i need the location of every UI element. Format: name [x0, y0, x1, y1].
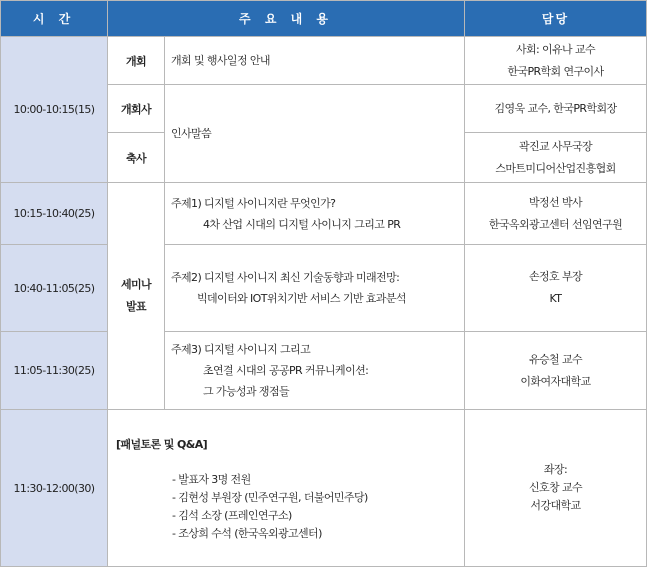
talk-subtitle: 4차 산업 시대의 디지털 사이니지 그리고 PR	[203, 217, 401, 231]
list-item: - 발표자 3명 전원	[172, 472, 251, 486]
table-row	[1, 37, 647, 85]
category-opening: 개회	[108, 37, 165, 85]
owner-panel	[465, 410, 647, 567]
owner-opening-address: 김영욱 교수, 한국PR학회장	[465, 85, 647, 133]
header-content: 주 요 내 용	[108, 1, 465, 37]
seminar-label: 세미나 발표	[120, 278, 152, 313]
talk-title: 주제3) 디지털 사이니지 그리고	[171, 343, 311, 356]
time-cell-talk1: 10:15-10:40(25)	[1, 183, 108, 245]
owner-line: 이화여자대학교	[520, 374, 591, 388]
content-opening: 개회 및 행사일정 안내	[165, 37, 465, 85]
table-row	[1, 183, 647, 245]
time-cell-panel: 11:30-12:00(30)	[1, 410, 108, 567]
owner-line: 사회: 이유나 교수	[515, 42, 596, 56]
owner-congrats	[465, 133, 647, 183]
talk-subtitle: 그 가능성과 쟁점들	[203, 385, 290, 398]
talk-subtitle: 초연결 시대의 공공PR 커뮤니케이션:	[203, 364, 369, 377]
content-greetings: 인사말씀	[165, 85, 465, 183]
owner-line: 스마트미디어산업진흥협회	[495, 161, 616, 175]
owner-talk2	[465, 245, 647, 332]
list-item: - 김현성 부원장 (민주연구원, 더불어민주당)	[172, 490, 368, 504]
time-cell-opening: 10:00-10:15(15)	[1, 37, 108, 183]
owner-line: 곽진교 사무국장	[518, 139, 593, 153]
owner-talk1	[465, 183, 647, 245]
owner-line: 신호창 교수	[528, 481, 583, 494]
talk-title: 주제1) 디지털 사이니지란 무엇인가?	[171, 196, 336, 210]
time-cell-talk2: 10:40-11:05(25)	[1, 245, 108, 332]
category-congrats: 축사	[108, 133, 165, 183]
content-talk1	[165, 183, 465, 245]
header-time: 시 간	[1, 1, 108, 37]
talk-subtitle: 빅데이터와 IOT위치기반 서비스 기반 효과분석	[197, 292, 406, 305]
panel-title: [패널토론 및 Q&A]	[116, 437, 208, 451]
table-row	[1, 332, 647, 410]
owner-talk3	[465, 332, 647, 410]
table-row	[1, 245, 647, 332]
owner-line: 유승철 교수	[528, 352, 583, 366]
content-talk2	[165, 245, 465, 332]
category-seminar	[108, 183, 165, 410]
content-panel	[108, 410, 465, 567]
category-opening-address: 개회사	[108, 85, 165, 133]
owner-opening	[465, 37, 647, 85]
owner-line: 서강대학교	[530, 499, 581, 512]
header-row	[1, 1, 647, 37]
owner-line: 박정선 박사	[528, 195, 583, 209]
owner-line: 한국PR학회 연구이사	[507, 64, 604, 78]
talk-title: 주제2) 디지털 사이니지 최신 기술동향과 미래전망:	[171, 271, 400, 284]
owner-line: 한국옥외광고센터 선임연구원	[488, 217, 623, 231]
table-row	[1, 410, 647, 567]
content-talk3	[165, 332, 465, 410]
list-item: - 김석 소장 (프레인연구소)	[172, 508, 292, 522]
list-item: - 조상희 수석 (한국옥외광고센터)	[172, 526, 322, 540]
owner-line: 손정호 부장	[528, 270, 583, 283]
owner-line: KT	[549, 292, 562, 305]
owner-line: 좌장:	[543, 463, 568, 476]
time-cell-talk3: 11:05-11:30(25)	[1, 332, 108, 410]
header-owner: 담당	[465, 1, 647, 37]
